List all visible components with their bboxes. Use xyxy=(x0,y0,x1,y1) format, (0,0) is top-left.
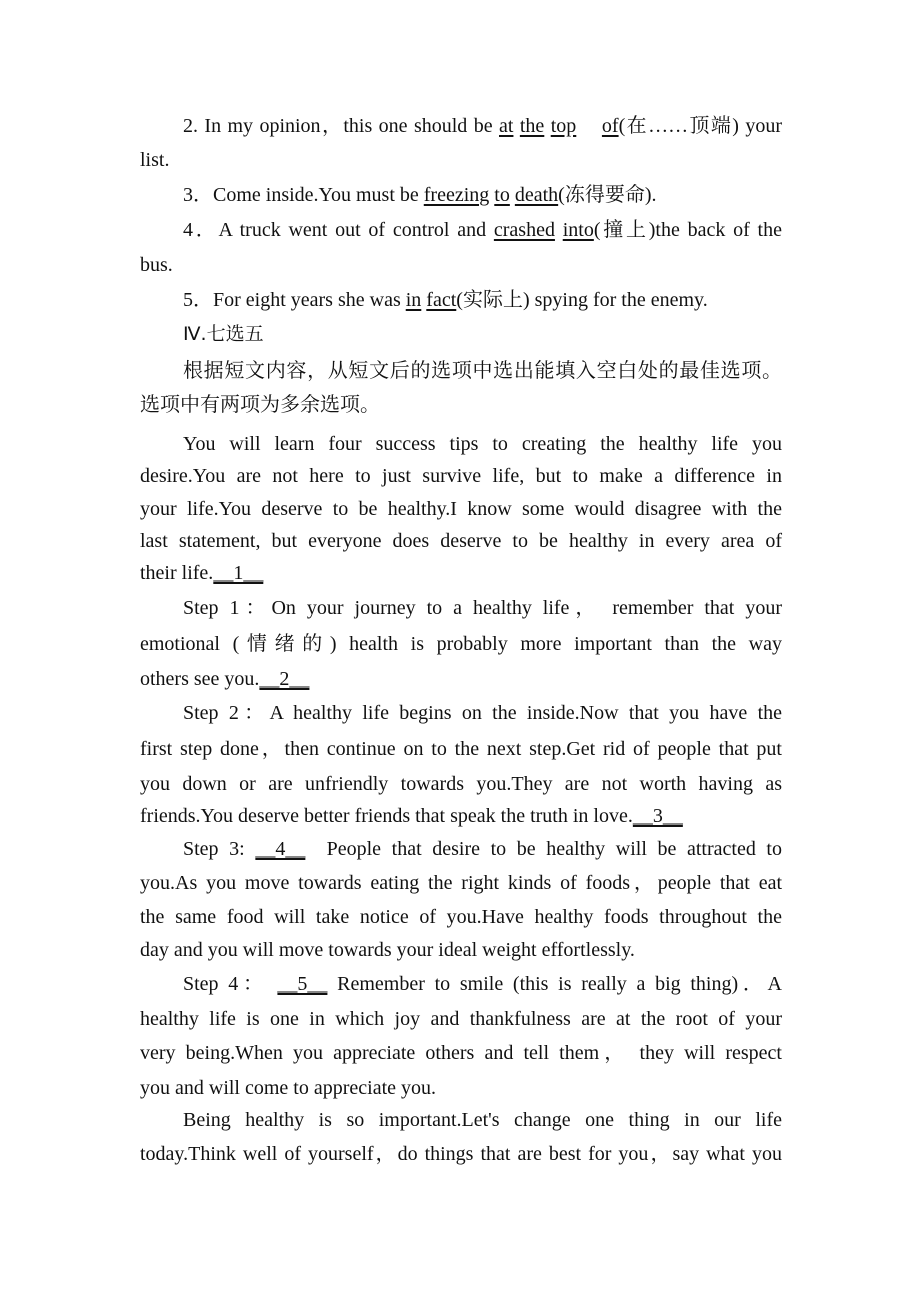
text-line xyxy=(140,358,782,384)
text-line xyxy=(140,217,782,243)
text-line xyxy=(140,113,782,139)
text-segment: Being healthy is so important.Let's change one thing in our life xyxy=(183,1109,782,1131)
underlined-text: death xyxy=(514,184,559,206)
text-segment: (撞上)the back of the xyxy=(593,219,782,241)
text-segment: day and you will move towards your ideal weight effortlessly. xyxy=(140,939,635,961)
underlined-text: __4__ xyxy=(255,838,306,860)
text-segment: today.Think well of yourself，do things that are best for you，say what you xyxy=(140,1143,782,1165)
text-segment: You will learn four success tips to creating the healthy life you xyxy=(183,433,782,455)
underlined-text: __3__ xyxy=(632,805,683,827)
text-segment: Step 2：A healthy life begins on the inside.Now that you have the xyxy=(183,702,782,724)
text-line xyxy=(140,1141,782,1167)
text-segment: (实际上) spying for the enemy. xyxy=(456,289,708,311)
text-segment: your life.You deserve to be healthy.I know some would disagree with the xyxy=(140,498,782,520)
underlined-text: __2__ xyxy=(259,668,310,690)
text-segment: the same food will take notice of you.Have healthy foods throughout the xyxy=(140,906,782,928)
text-line xyxy=(140,937,782,963)
text-line xyxy=(140,496,782,522)
text-segment: first step done，then continue on to the next step.Get rid of people that put xyxy=(140,738,782,760)
text-segment: People that desire to be healthy will be attracted to xyxy=(305,838,782,860)
underlined-text: at xyxy=(499,115,514,137)
text-line xyxy=(140,431,782,457)
text-line xyxy=(140,147,782,173)
text-line xyxy=(140,666,782,692)
text-segment: (冻得要命). xyxy=(558,184,657,206)
underlined-text: freezing xyxy=(423,184,490,206)
text-segment: Remember to smile (this is really a big thing)．A xyxy=(327,973,782,995)
text-segment: you and will come to appreciate you. xyxy=(140,1077,437,1099)
text-line xyxy=(140,560,782,586)
underlined-text: __5__ xyxy=(277,973,328,995)
text-segment: Step 1：On your journey to a healthy life， remember that your xyxy=(183,597,782,619)
underlined-text: top xyxy=(550,115,577,137)
text-line xyxy=(140,700,782,726)
text-segment: Step 4： xyxy=(183,973,278,995)
text-line xyxy=(140,771,782,797)
text-line xyxy=(140,1006,782,1032)
text-segment: friends.You deserve better friends that speak the truth in love. xyxy=(140,805,633,827)
underlined-text: crashed xyxy=(493,219,555,241)
underlined-text: __1__ xyxy=(213,562,264,584)
text-line xyxy=(140,182,782,208)
text-segment: Ⅳ.七选五 xyxy=(183,323,264,345)
underlined-text: fact xyxy=(426,289,457,311)
section-heading xyxy=(140,321,782,347)
text-segment: last statement, but everyone does deserve to be healthy in every area of xyxy=(140,530,782,552)
text-segment: you down or are unfriendly towards you.They are not worth having as xyxy=(140,773,782,795)
text-segment: (在……顶端) your xyxy=(618,115,783,137)
underlined-text: to xyxy=(494,184,510,206)
text-segment: bus. xyxy=(140,254,173,276)
text-line xyxy=(140,595,782,621)
text-line xyxy=(140,736,782,762)
text-line xyxy=(140,836,782,862)
text-segment: healthy life is one in which joy and thankfulness are at the root of your xyxy=(140,1008,782,1030)
underlined-text: of xyxy=(601,115,619,137)
text-segment: others see you. xyxy=(140,668,260,690)
text-segment: list. xyxy=(140,149,170,171)
text-segment: very being.When you appreciate others and tell them， they will respect xyxy=(140,1042,782,1064)
text-segment: 根据短文内容，从短文后的选项中选出能填入空白处的最佳选项。 xyxy=(183,360,782,382)
text-segment: 3．Come inside.You must be xyxy=(183,184,424,206)
text-line xyxy=(140,287,782,313)
text-segment: their life. xyxy=(140,562,214,584)
text-line xyxy=(140,870,782,896)
text-line xyxy=(140,803,782,829)
text-line xyxy=(140,631,782,657)
text-segment: 2. In my opinion，this one should be xyxy=(183,115,499,137)
underlined-text: into xyxy=(562,219,594,241)
text-line xyxy=(140,252,782,278)
text-segment xyxy=(576,115,602,137)
text-line xyxy=(140,904,782,930)
text-segment xyxy=(555,219,563,241)
text-segment: 选项中有两项为多余选项。 xyxy=(140,394,380,416)
underlined-text: the xyxy=(519,115,545,137)
text-segment: 4．A truck went out of control and xyxy=(183,219,494,241)
text-segment: desire.You are not here to just survive life, but to make a difference in xyxy=(140,465,782,487)
text-segment: Step 3: xyxy=(183,838,256,860)
underlined-text: in xyxy=(405,289,422,311)
text-line xyxy=(140,392,782,418)
text-line xyxy=(140,463,782,489)
text-line xyxy=(140,971,782,997)
text-line xyxy=(140,1075,782,1101)
text-segment: 5．For eight years she was xyxy=(183,289,406,311)
text-line xyxy=(140,1107,782,1133)
text-segment: emotional (情绪的) health is probably more important than the way xyxy=(140,633,782,655)
text-line xyxy=(140,1040,782,1066)
text-segment: you.As you move towards eating the right kinds of foods，people that eat xyxy=(140,872,782,894)
text-line xyxy=(140,528,782,554)
